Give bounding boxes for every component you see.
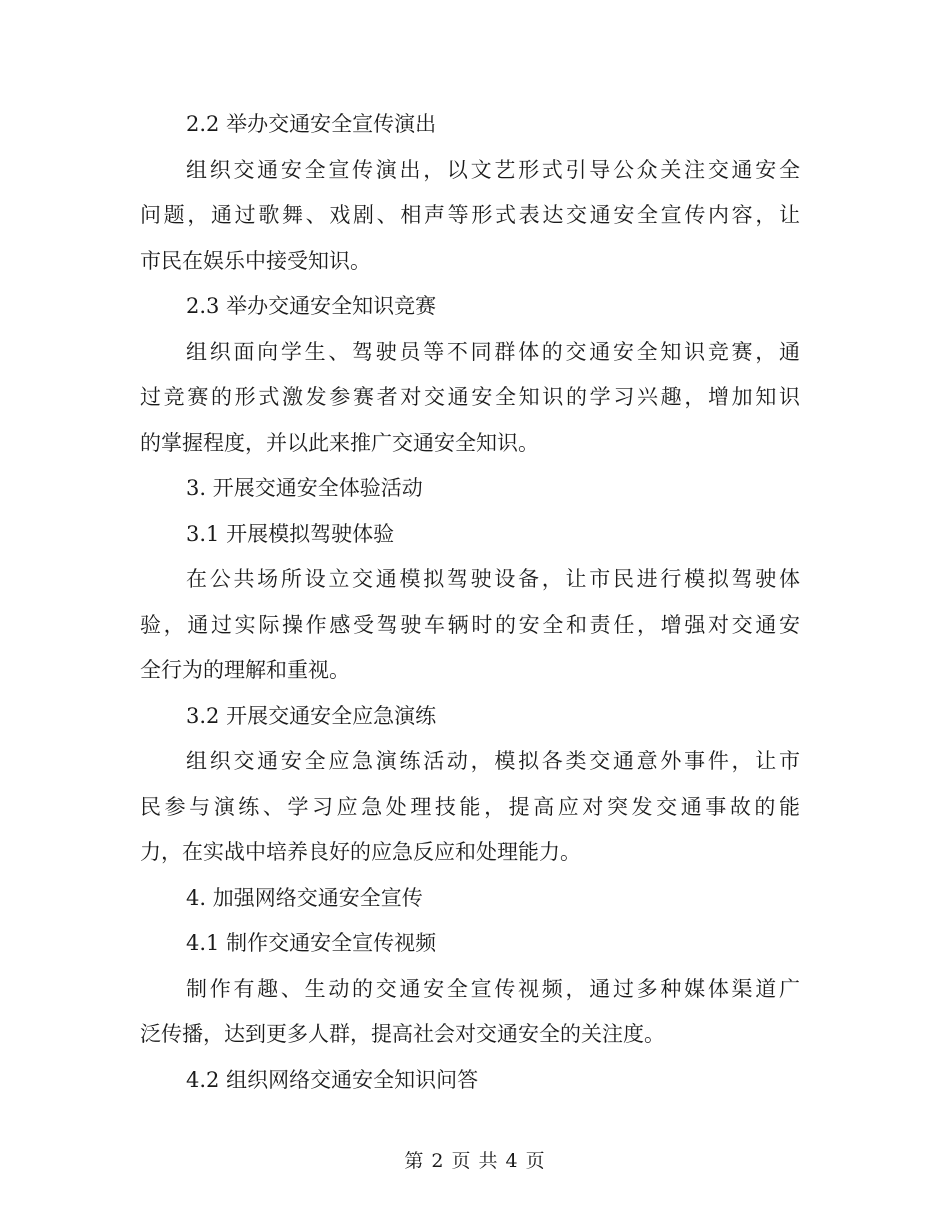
paragraph-line: 组织交通安全应急演练活动，模拟各类交通意外事件，让市	[186, 749, 800, 773]
paragraph-line: 力，在实战中培养良好的应急反应和处理能力。	[140, 840, 581, 864]
section-heading: 4.2 组织网络交通安全知识问答	[186, 1067, 479, 1092]
paragraph-line: 组织面向学生、驾驶员等不同群体的交通安全知识竞赛，通	[186, 339, 800, 364]
section-heading: 3.2 开展交通安全应急演练	[186, 703, 437, 728]
body-paragraph	[140, 148, 800, 285]
section-heading: 4.1 制作交通安全宣传视频	[186, 931, 437, 955]
body-paragraph	[140, 739, 800, 876]
paragraph-line: 制作有趣、生动的交通安全宣传视频，通过多种媒体渠道广	[186, 976, 800, 1001]
section-heading: 2.2 举办交通安全宣传演出	[186, 112, 437, 136]
paragraph-line: 民参与演练、学习应急处理技能，提高应对突发交通事故的能	[140, 794, 800, 819]
paragraph-line: 问题，通过歌舞、戏剧、相声等形式表达交通安全宣传内容，让	[140, 203, 800, 227]
section-heading: 3.1 开展模拟驾驶体验	[186, 521, 395, 546]
page-footer: 第 2 页 共 4 页	[404, 1150, 546, 1172]
body-paragraph	[140, 330, 800, 467]
body-paragraph	[140, 967, 800, 1058]
section-heading: 2.3 举办交通安全知识竞赛	[186, 294, 437, 318]
section-heading: 4. 加强网络交通安全宣传	[186, 885, 423, 910]
section-heading: 3. 开展交通安全体验活动	[186, 476, 423, 500]
paragraph-line: 组织交通安全宣传演出，以文艺形式引导公众关注交通安全	[186, 157, 800, 182]
document-body	[140, 102, 800, 1103]
paragraph-line: 全行为的理解和重视。	[140, 658, 350, 682]
body-paragraph	[140, 557, 800, 694]
paragraph-line: 的掌握程度，并以此来推广交通安全知识。	[140, 430, 539, 455]
paragraph-line: 过竞赛的形式激发参赛者对交通安全知识的学习兴趣，增加知识	[140, 385, 800, 409]
paragraph-line: 泛传播，达到更多人群，提高社会对交通安全的关注度。	[140, 1022, 665, 1046]
paragraph-line: 验，通过实际操作感受驾驶车辆时的安全和责任，增强对交通安	[140, 612, 800, 637]
paragraph-line: 市民在娱乐中接受知识。	[140, 248, 371, 273]
paragraph-line: 在公共场所设立交通模拟驾驶设备，让市民进行模拟驾驶体	[186, 567, 800, 591]
